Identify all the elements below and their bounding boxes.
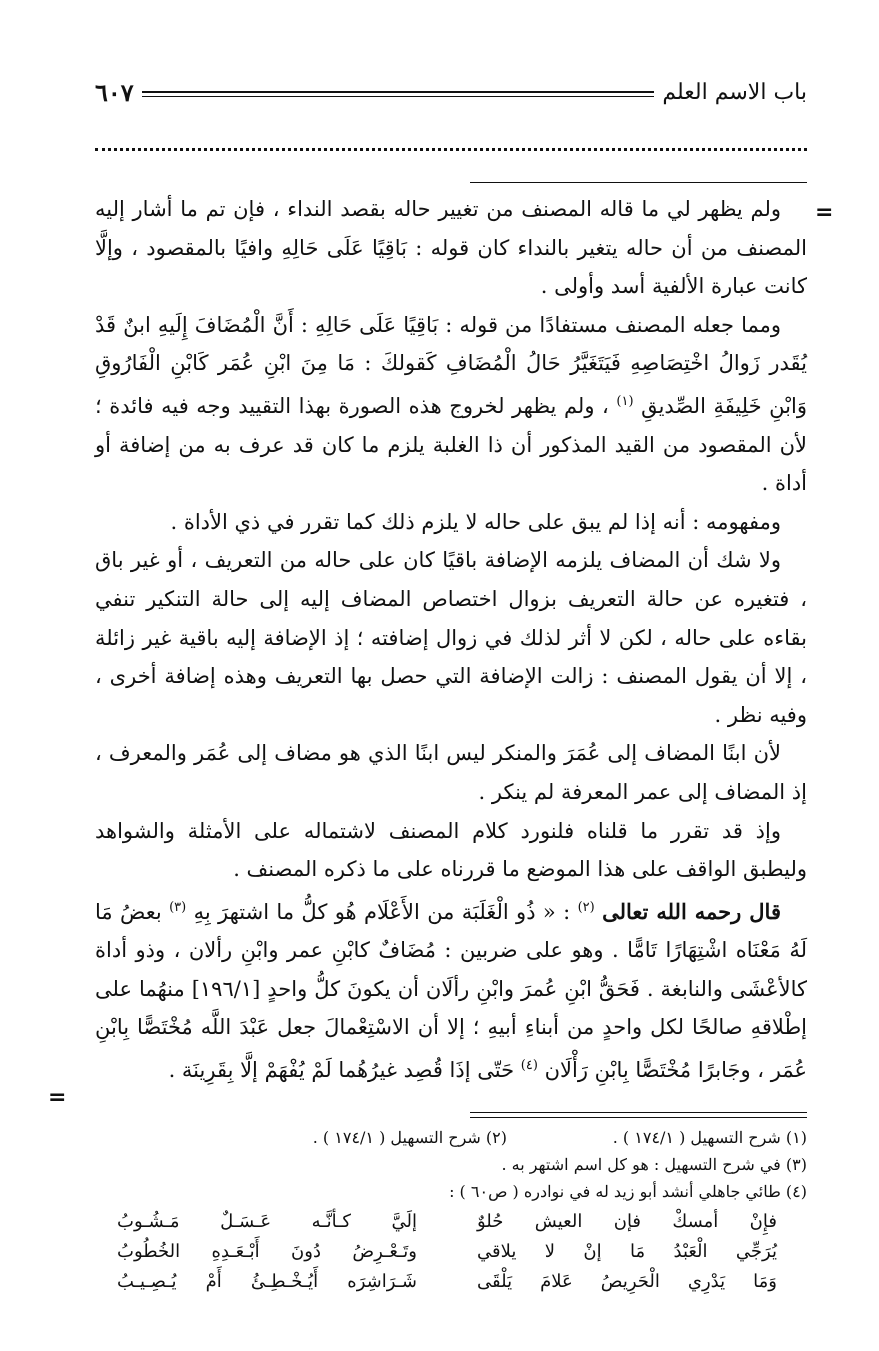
- poem-hemistich: وَمَا يَدْرِي الْحَرِيصُ عَلامَ يَلْقَى: [477, 1271, 777, 1292]
- paragraph: ولا شك أن المضاف يلزمه الإضافة باقيًا كان على حاله من التعريف ، أو غير باق ، فتغيره عن حالة التعريف بزوال اختصاص المضاف إليه إلى حالة التنكير تنفي بقاءه على حاله ، لكن لا أثر لذلك في زوال إضافته ؛ إذ الإضافة إليه باقية غير زائلة ، إلا أن يقول المصنف : زالت الإضافة التي حصل بها التعريف وهذه إضافة أخرى ، وفيه نظر .: [95, 548, 807, 727]
- footnote-ref: (٣): [169, 899, 187, 915]
- poem-hemistich: وتَـعْـرِضُ دُونَ أَبْـعَـدِهِ الخُطُوبُ: [117, 1241, 417, 1262]
- footnote-row: [95, 1124, 807, 1151]
- paragraph: ومما جعله المصنف مستفادًا من قوله : بَاقِيًا عَلَى حَالِهِ : أَنَّ الْمُضَافَ إِلَيهِ ابنٌ قَدْ يُقَدر زَوالُ اخْتِصَاصِهِ فَيَتَغَيَّرُ حَالُ الْمُضَافِ كَقولكَ : مَا مِنَ ابْنِ عُمَر كَابْنِ الْفَارُوقِ وَابْنِ خَلِيفَةِ الصِّديقِ $^{(١)}$ ، ولم يظهر لخروج هذه الصورة بهذا التقييد وجه فيه فائدة ؛ لأن المقصود من القيد المذكور أن ذا الغلبة يلزم ما كان قد عرف به من إضافة أو أداة .: [95, 312, 807, 496]
- continuation-marker-top: =: [815, 200, 834, 225]
- footnotes: [95, 1124, 807, 1297]
- footnote-3: (٣) في شرح التسهيل : هو كل اسم اشتهر به .: [501, 1155, 807, 1174]
- top-rule: [470, 182, 807, 183]
- footnote-1: (١) شرح التسهيل ( ١٧٤/١ ) .: [612, 1128, 807, 1147]
- paragraph: ولم يظهر لي ما قاله المصنف من تغيير حاله بقصد النداء ، فإن تم ما أشار إليه المصنف من أن حاله يتغير بالنداء كان قوله : بَاقِيًا عَلَى حَالِهِ وافيًا بالمقصود ، وإلَّا كانت عبارة الألفية أسد وأولى .: [95, 197, 807, 299]
- footnote-ref: (٤): [520, 1058, 538, 1074]
- paragraph: ومفهومه : أنه إذا لم يبق على حاله لا يلزم ذلك كما تقرر في ذي الأداة .: [170, 509, 781, 534]
- poem: [95, 1207, 807, 1297]
- poem-hemistich: إلَيَّ كـأنَّـه عَـسَـلٌ مَـشُـوبُ: [117, 1211, 417, 1232]
- paragraph: قال رحمه الله تعالى $^{(٢)}$ : « ذُو الْغَلَبَة من الأَعْلَام هُو كلُّ ما اشتهرَ بِهِ $^{(٣)}$ بعضُ مَا لَهُ مَعْنَاه اشْتِهَارًا تَامًّا . وهو على ضربين : مُضَافٌ كابْنِ عمر وابْنِ رألان ، وذو أداة كالأعْشَى والنابغة . فَحَقُّ ابْنِ عُمرَ وابْنِ رألَان أن يكونَ كلُّ واحدٍ [١٩٦/١] منهُما على إطْلاقهِ صالحًا لكل واحدٍ من أبناءِ أبيهِ ؛ إلا أن الاسْتِعْمالَ جعل عَبْدَ اللَّه مُخْتَصًّا بِابْنِ عُمَر ، وجَابرًا مُخْتَصًّا بِابْنِ رَأْلَان $^{(٤)}$ حَتّى إذَا قُصِد غيرُهُما لَمْ يُفْهَمْ إلَّا بِقَرِينَة .: [95, 898, 807, 1083]
- continuation-marker-bottom: =: [48, 1085, 67, 1110]
- poem-hemistich: فإِنْ أمسكْ فإن العيش حُلوٌ: [477, 1211, 777, 1232]
- page-header: [95, 72, 807, 112]
- body-text: [95, 190, 807, 1090]
- header-rule: [142, 91, 655, 97]
- poem-hemistich: شَـرَاشِرَه أَيُـخْـطِـئُ أَمْ يُـصِـيـبُ: [117, 1271, 417, 1292]
- footnote-rule-inner: [470, 1117, 807, 1118]
- poem-hemistich: يُرَجِّي الْعَبْدُ مَا إنْ لا يلاقي: [477, 1241, 777, 1262]
- dotted-separator: [95, 148, 807, 151]
- page-number: ٦٠٧: [95, 77, 134, 107]
- footnote-ref: (١): [616, 393, 634, 409]
- footnote-ref: (٢): [577, 899, 595, 915]
- paragraph: لأن ابنًا المضاف إلى عُمَرَ والمنكر ليس ابنًا الذي هو مضاف إلى عُمَر والمعرف ، إذ المضاف إلى عمر المعرفة لم ينكر .: [95, 741, 807, 804]
- paragraph: وإذ قد تقرر ما قلناه فلنورد كلام المصنف لاشتماله على الأمثلة والشواهد وليطبق الواقف على هذا الموضع ما قررناه على ما ذكره المصنف .: [95, 818, 807, 882]
- chapter-title: باب الاسم العلم: [662, 79, 807, 105]
- footnote-2: (٢) شرح التسهيل ( ١٧٤/١ ) .: [312, 1128, 507, 1147]
- footnote-4: (٤) طائي جاهلي أنشد أبو زيد له في نوادره ( ص٦٠ ) :: [449, 1182, 807, 1201]
- footnote-rule: [470, 1112, 807, 1113]
